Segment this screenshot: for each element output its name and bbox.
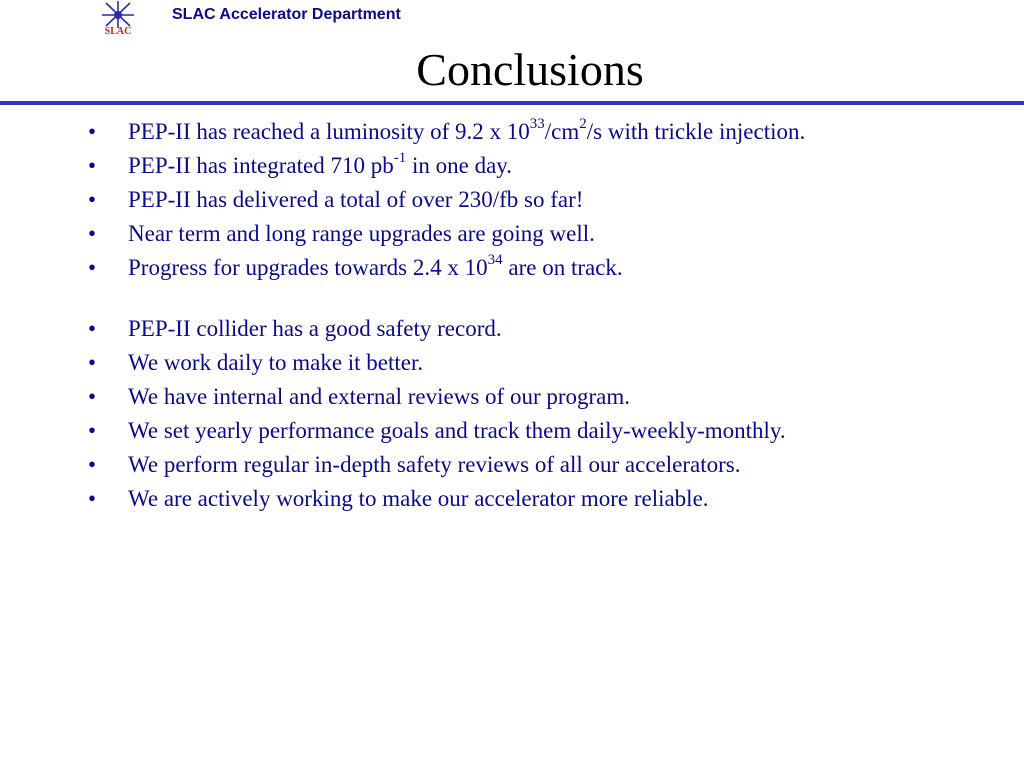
list-item [88,417,988,444]
bullet-icon: • [88,153,97,178]
bullet-text: PEP-II has reached a luminosity of 9.2 x $10^{33}/cm^2/s$ with trickle injection. [128,116,806,144]
logo-text: SLAC [104,26,132,36]
list-item [88,186,988,213]
bullet-icon: • [88,486,97,511]
bullet-text: PEP-II collider has a good safety record. [128,316,502,341]
bullet-icon: • [88,418,97,443]
list-item [88,254,988,281]
list-item [88,220,988,247]
bullet-text: We perform regular in-depth safety reviews of all our accelerators. [128,452,741,477]
bullet-text: We work daily to make it better. [128,350,424,375]
department-name: SLAC Accelerator Department [172,6,401,23]
bullet-icon: • [88,221,97,246]
slide-title: Conclusions [416,44,644,95]
list-item [88,383,988,410]
title-divider [0,101,1024,105]
bullet-icon: • [88,452,97,477]
bullet-icon: • [88,119,97,144]
bullet-icon: • [88,316,97,341]
bullet-icon: • [88,187,97,212]
bullet-text: We are actively working to make our accelerator more reliable. [128,486,709,511]
bullet-text: We set yearly performance goals and track them daily-weekly-monthly. [128,418,786,443]
bullet-icon: • [88,255,97,280]
bullet-icon: • [88,350,97,375]
list-item [88,118,988,145]
list-item [88,315,988,342]
list-item [88,349,988,376]
list-item [88,485,988,512]
bullet-icon: • [88,384,97,409]
list-item [88,451,988,478]
bullet-list [88,118,988,519]
bullet-text: PEP-II has delivered a total of over 230/fb so far! [128,187,584,212]
list-item [88,152,988,179]
bullet-text: We have internal and external reviews of our program. [128,384,631,409]
slac-logo [98,0,138,36]
bullet-text: Near term and long range upgrades are going well. [128,221,595,246]
bullet-text: PEP-II has integrated 710 $pb^{-1}$ in one day. [128,150,513,178]
bullet-text: Progress for upgrades towards 2.4 x $10^{34}$ are on track. [128,252,623,280]
